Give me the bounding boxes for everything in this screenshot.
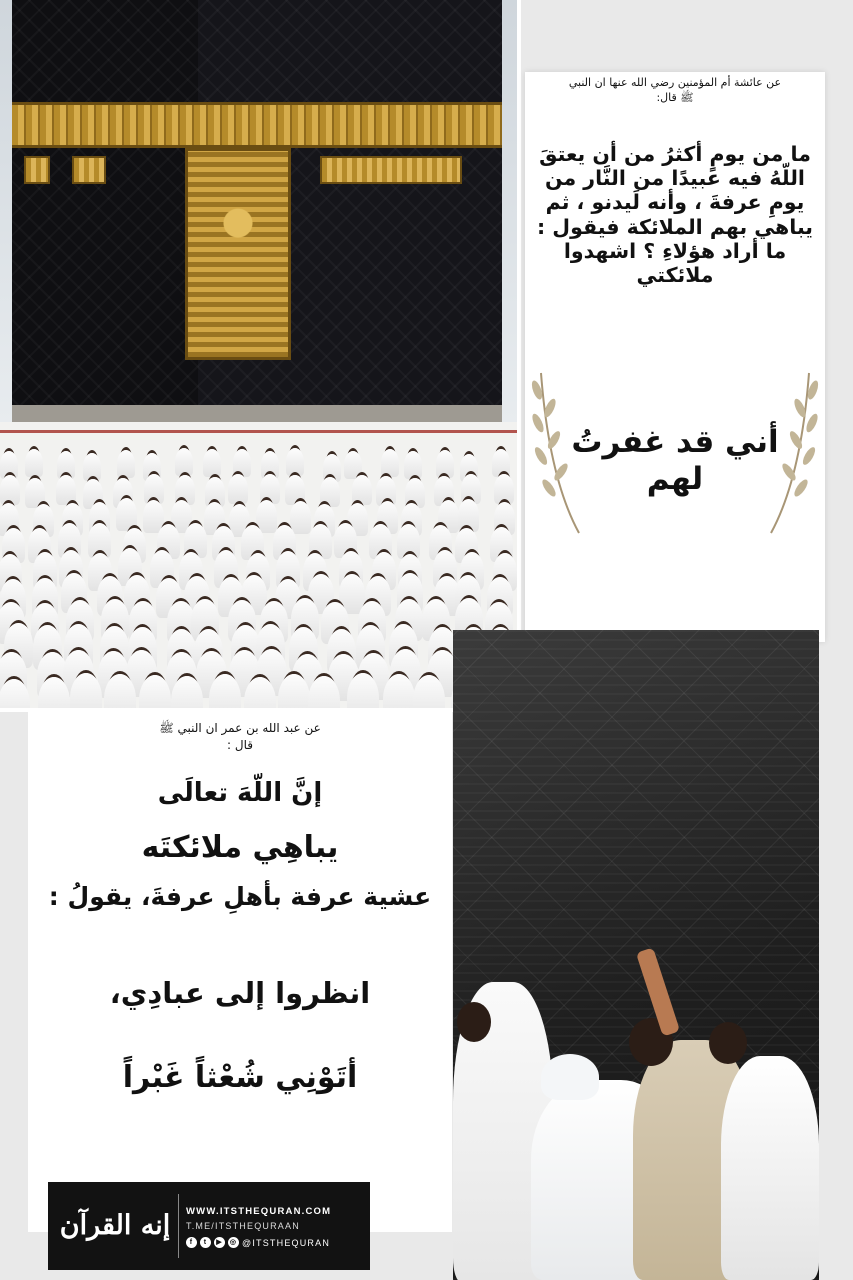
pilgrim [286,448,304,476]
pilgrim [83,453,101,481]
kiswa-plaque [320,156,462,184]
kiswa-plaque [24,156,50,184]
pilgrim [404,451,422,479]
barrier-rope [0,430,521,433]
brand-website-link[interactable]: WWW.ITSTHEQURAN.COM [186,1206,332,1217]
pilgrim [228,474,248,504]
brand-telegram-link[interactable]: T.ME/ITSTHEQURAAN [186,1221,300,1231]
hadith-line: انظروا إلى عبادِي، [109,976,371,1010]
pilgrim [203,449,221,477]
pilgrim [0,475,20,505]
pilgrim [494,474,514,504]
pilgrim [117,450,135,478]
facebook-icon[interactable]: f [186,1237,197,1248]
pilgrim [116,498,137,531]
brand-banner [48,1182,370,1270]
pilgrim [25,449,43,477]
kiswa-photo [453,630,819,1280]
brand-divider [178,1194,179,1258]
hadith-card-aisha [525,72,825,642]
social-handle[interactable]: @ITSTHEQURAN [242,1237,331,1248]
pilgrim [352,475,372,505]
pilgrim [233,449,251,477]
kaaba-door [185,148,291,360]
kaaba-photo [0,0,521,712]
kiswa-gold-belt [12,102,502,148]
hadith-highlight: أني قد غفرتُ لهم [571,424,779,498]
pilgrim [381,449,399,477]
hadith-text: ما من يومٍ أكثرُ من أن يعتقَ اللّهُ فيه عبيدًا من النَّار من يومِ عرفةَ ، وأنه لَيدنو ، ثم يباهي بهم الملائكة فيقول : ما أراد هؤلاءِ ؟ اشهدوا ملائكتي [536,142,814,287]
hadith-narrator: عن عبد الله بن عمر ان النبي ﷺ قال : [159,721,321,752]
kiswa-plaque [72,156,106,184]
worshipper-head [709,1022,747,1064]
pilgrim [492,449,510,477]
pilgrim [290,501,311,534]
hadith-line: أتَوْنِي شُعْثاً غَبْراً [122,1060,358,1095]
hadith-line: إنَّ اللّهَ تعالَى [157,778,323,808]
pilgrim [458,499,479,532]
pilgrim [175,448,193,476]
pilgrim [56,475,76,505]
twitter-icon[interactable]: t [200,1237,211,1248]
brand-social-row [186,1237,330,1248]
youtube-icon[interactable]: ▶ [214,1237,225,1248]
hadith-narrator: عن عائشة أم المؤمنين رضي الله عنها ان النبي ﷺ قال: [568,76,782,104]
hadith-line: يباهِي ملائكتَه [141,830,339,865]
worshipper-cap [541,1054,599,1100]
worshipper [721,1056,819,1280]
pilgrim [436,450,454,478]
pilgrim [320,477,340,507]
hadith-line: عشية عرفة بأهلِ عرفةَ، يقولُ : [48,882,432,911]
brand-logo: إنه القرآن [59,1210,171,1241]
worshipper-head [457,1002,491,1042]
hadith-card-ibn-umar [28,712,452,1232]
instagram-icon[interactable]: ◎ [229,1239,238,1246]
